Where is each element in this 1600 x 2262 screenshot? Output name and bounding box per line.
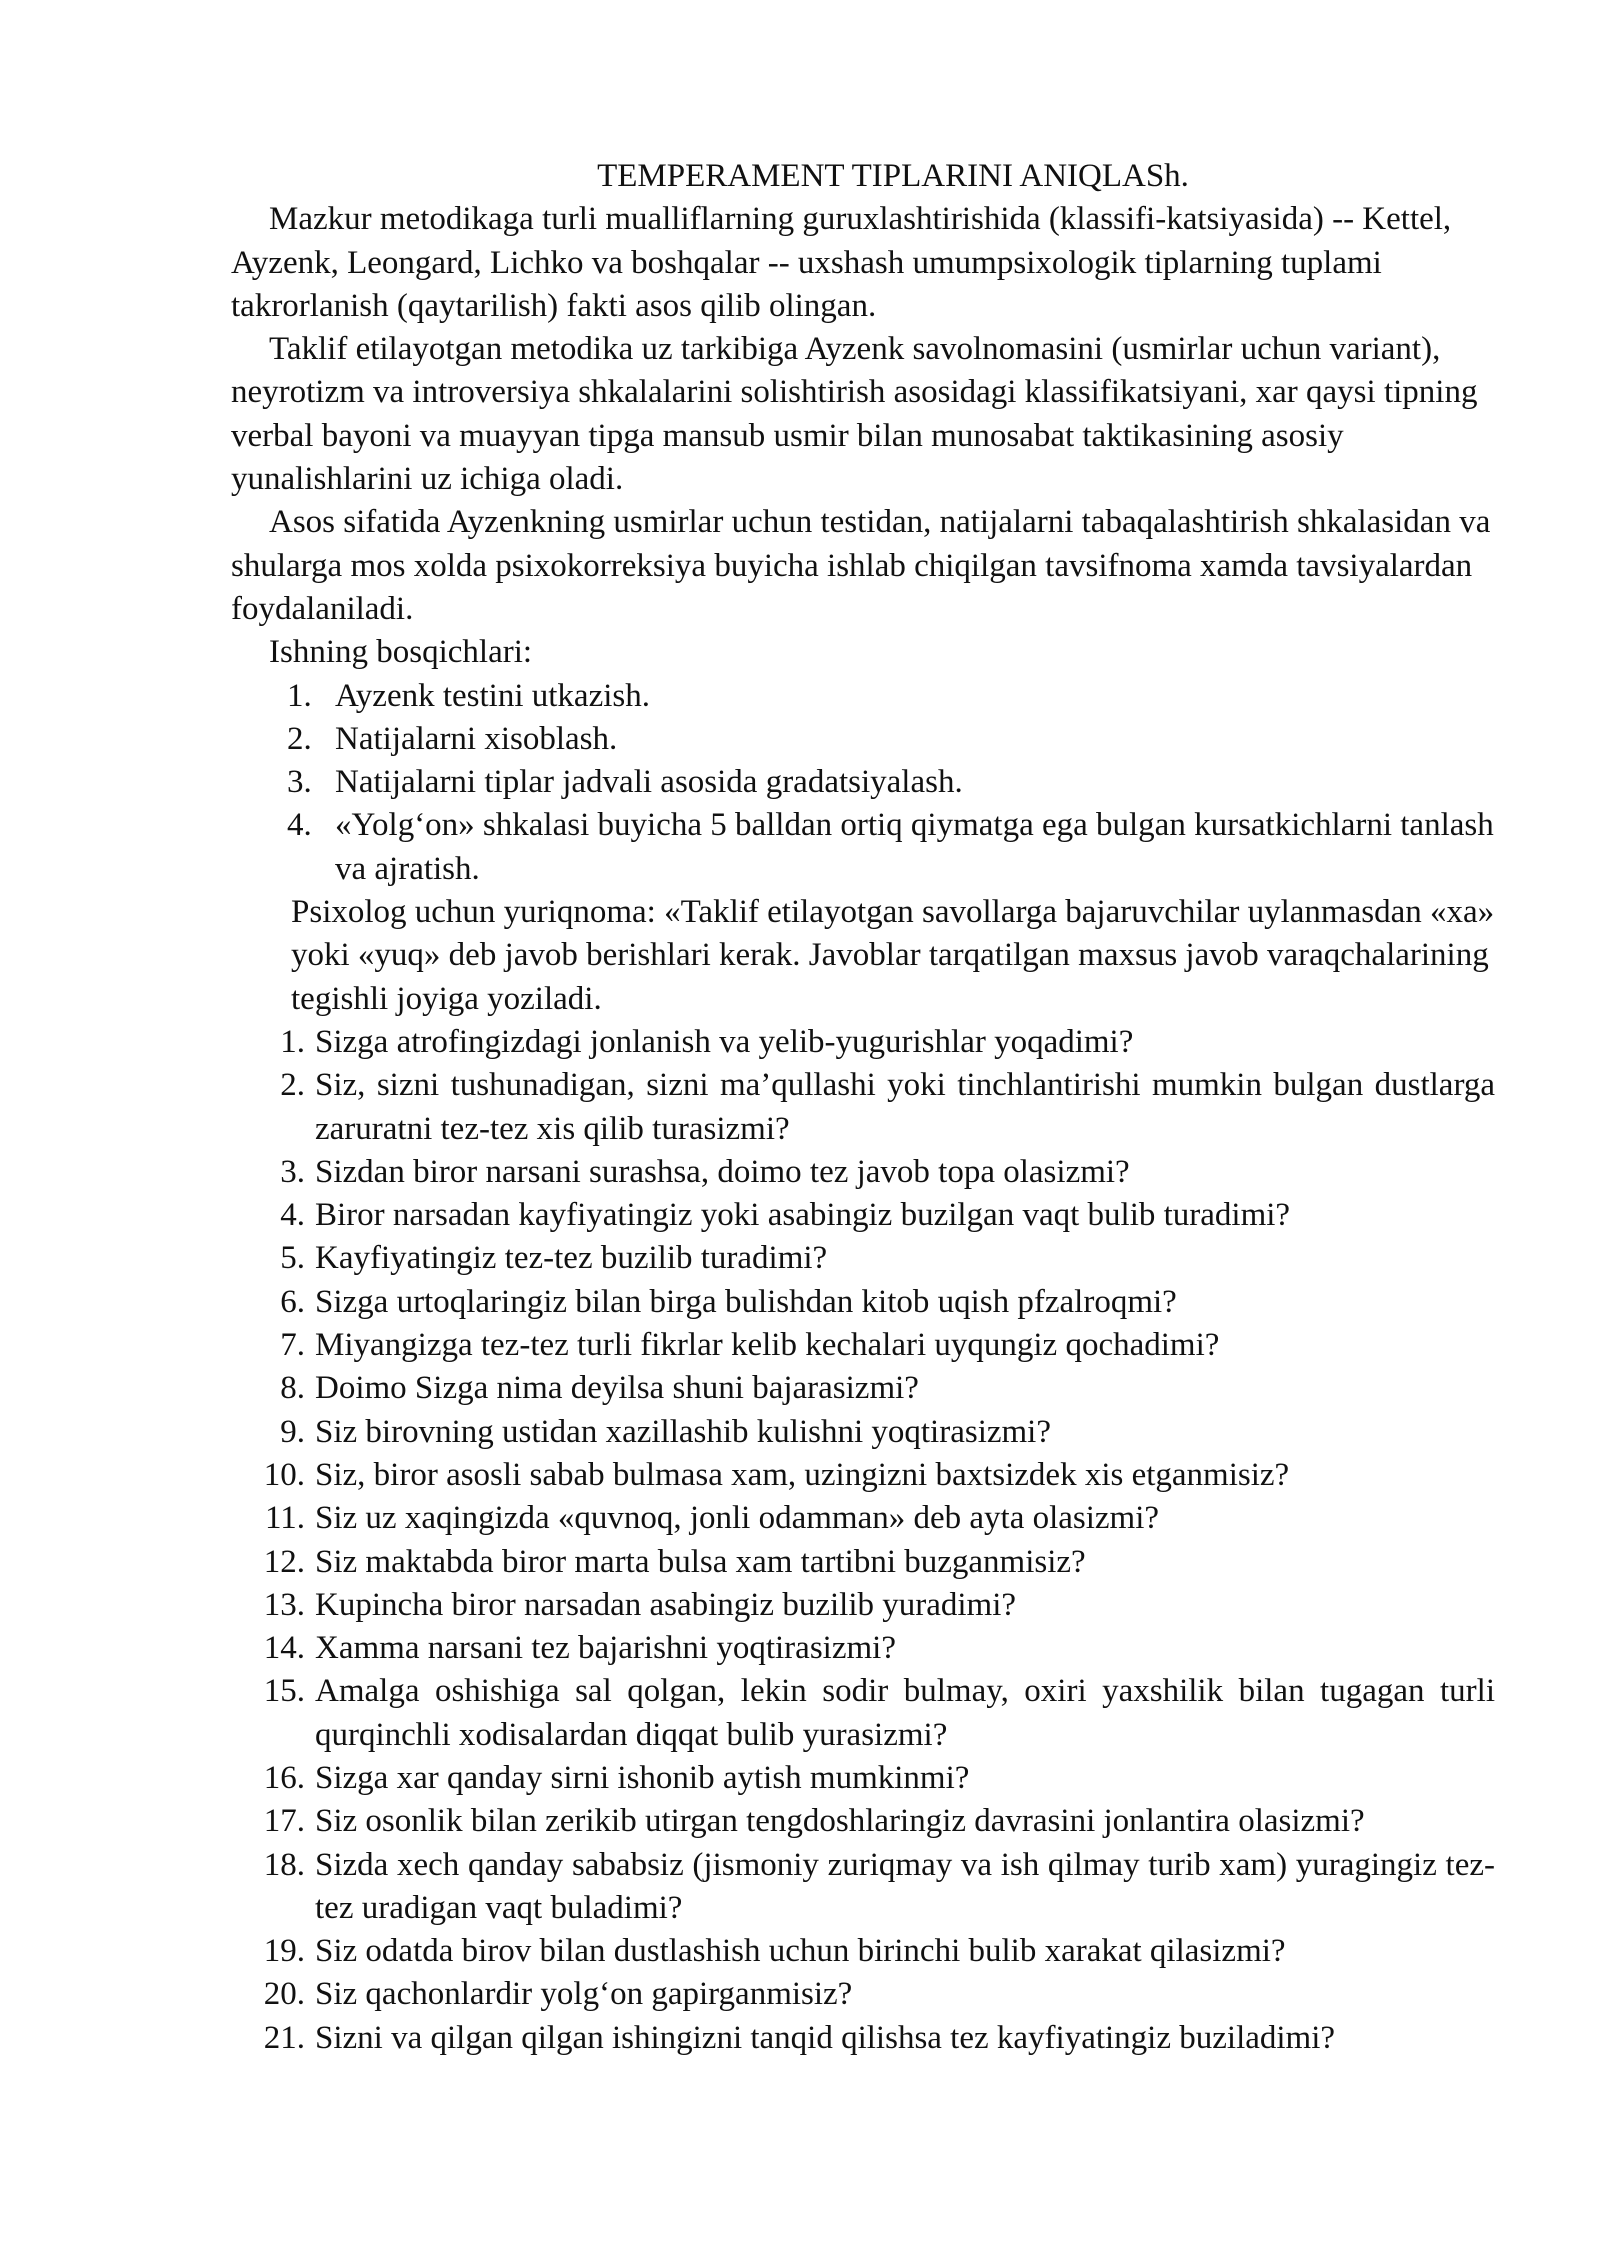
stage-item-text: Natijalarni xisoblash. — [335, 720, 618, 757]
question-item-text: Siz, sizni tushunadigan, sizni ma’qullashi yoki tinchlantirishi mumkin bulgan dustlarga zaruratni tez-tez xis qilib turasizmi? — [315, 1067, 1495, 1147]
question-item-text: Siz maktabda biror marta bulsa xam tartibni buzganmisiz? — [315, 1543, 1086, 1580]
question-item-text: Amalga oshishiga sal qolgan, lekin sodir bulmay, oxiri yaxshilik bilan tugagan turli qurqinchli xodisalardan diqqat bulib yurasizmi? — [315, 1673, 1495, 1753]
question-item-text: Siz osonlik bilan zerikib utirgan tengdoshlaringiz davrasini jonlantira olasizmi? — [315, 1803, 1365, 1840]
stage-item-number: 4. — [287, 807, 312, 844]
question-item-number: 16. — [263, 1759, 305, 1796]
question-item — [251, 1324, 1495, 1367]
question-item — [251, 1757, 1495, 1800]
question-item — [251, 1497, 1495, 1540]
stage-item-text: Ayzenk testini utkazish. — [335, 677, 650, 714]
question-item — [251, 1844, 1495, 1931]
question-item-text: Siz uz xaqingizda «quvnoq, jonli odamman» deb ayta olasizmi? — [315, 1500, 1160, 1537]
basis-paragraph: Asos sifatida Ayzenkning usmirlar uchun testidan, natijalarni tabaqalashtirish shkalasidan va shularga mos xolda psixokorreksiya buyicha ishlab chiqilgan tavsifnoma xamda tavsiyalardan foydalaniladi. — [231, 504, 1491, 627]
question-item — [251, 1367, 1495, 1410]
question-item-number: 6. — [280, 1283, 305, 1320]
question-item-number: 1. — [280, 1023, 305, 1060]
questions-list — [231, 1021, 1495, 2060]
question-item — [251, 1064, 1495, 1151]
question-item-number: 4. — [280, 1197, 305, 1234]
question-item — [251, 1973, 1495, 2016]
question-item-text: Sizdan biror narsani surashsa, doimo tez javob topa olasizmi? — [315, 1153, 1130, 1190]
question-item-text: Miyangizga tez-tez turli fikrlar kelib kechalari uyqungiz qochadimi? — [315, 1327, 1220, 1364]
question-item — [251, 1021, 1495, 1064]
question-item — [251, 1151, 1495, 1194]
question-item-text: Sizni va qilgan qilgan ishingizni tanqid qilishsa tez kayfiyatingiz buziladimi? — [315, 2019, 1336, 2056]
stage-item — [287, 761, 1495, 804]
question-item-text: Sizga urtoqlaringiz bilan birga bulishdan kitob uqish pfzalroqmi? — [315, 1283, 1177, 1320]
question-item-number: 20. — [263, 1976, 305, 2013]
question-item — [251, 1800, 1495, 1843]
question-item-text: Siz, biror asosli sabab bulmasa xam, uzingizni baxtsizdek xis etganmisiz? — [315, 1456, 1290, 1493]
question-item-number: 5. — [280, 1240, 305, 1277]
question-item-text: Xamma narsani tez bajarishni yoqtirasizmi? — [315, 1630, 896, 1667]
question-item-text: Sizga xar qanday sirni ishonib aytish mumkinmi? — [315, 1759, 970, 1796]
question-item — [251, 1627, 1495, 1670]
question-item-number: 10. — [263, 1456, 305, 1493]
stage-item — [287, 804, 1495, 891]
stage-item-number: 1. — [287, 677, 312, 714]
stage-item — [287, 718, 1495, 761]
question-item — [251, 1454, 1495, 1497]
question-item-number: 9. — [280, 1413, 305, 1450]
question-item-text: Biror narsadan kayfiyatingiz yoki asabingiz buzilgan vaqt bulib turadimi? — [315, 1197, 1291, 1234]
question-item-number: 21. — [263, 2019, 305, 2056]
question-item — [251, 1930, 1495, 1973]
question-item — [251, 1670, 1495, 1757]
document-title: TEMPERAMENT TIPLARINI ANIQLASh. — [597, 158, 1189, 194]
stages-heading: Ishning bosqichlari: — [269, 634, 533, 671]
question-item-number: 11. — [264, 1500, 305, 1537]
question-item-number: 17. — [263, 1803, 305, 1840]
question-item-number: 14. — [263, 1630, 305, 1667]
question-item-number: 18. — [263, 1846, 305, 1883]
document-body — [231, 155, 1495, 2060]
question-item-text: Doimo Sizga nima deyilsa shuni bajarasizmi? — [315, 1370, 919, 1407]
question-item-text: Siz birovning ustidan xazillashib kulishni yoqtirasizmi? — [315, 1413, 1051, 1450]
question-item-text: Sizga atrofingizdagi jonlanish va yelib-yugurishlar yoqadimi? — [315, 1023, 1134, 1060]
psychologist-memo: Psixolog uchun yuriqnoma: «Taklif etilayotgan savollarga bajaruvchilar uylanmasdan «xa» yoki «yuq» deb javob berishlari kerak. Javoblar tarqatilgan maxsus javob varaqchalarining tegishli joyiga yoziladi. — [291, 894, 1495, 1017]
question-item-number: 3. — [280, 1153, 305, 1190]
stage-item-number: 2. — [287, 720, 312, 757]
question-item — [251, 1194, 1495, 1237]
stage-item-text: «Yolg‘on» shkalasi buyicha 5 balldan ortiq qiymatga ega bulgan kursatkichlarni tanlash va ajratish. — [335, 807, 1494, 887]
question-item-number: 15. — [263, 1673, 305, 1710]
question-item — [251, 1411, 1495, 1454]
stage-item-text: Natijalarni tiplar jadvali asosida gradatsiyalash. — [335, 764, 963, 801]
question-item — [251, 2017, 1495, 2060]
question-item-number: 8. — [280, 1370, 305, 1407]
question-item-text: Kupincha biror narsadan asabingiz buzilib yuradimi? — [315, 1586, 1017, 1623]
question-item-text: Kayfiyatingiz tez-tez buzilib turadimi? — [315, 1240, 828, 1277]
question-item-number: 7. — [280, 1327, 305, 1364]
stage-item — [287, 675, 1495, 718]
question-item-number: 12. — [263, 1543, 305, 1580]
question-item-number: 19. — [263, 1933, 305, 1970]
stages-list — [231, 675, 1495, 891]
stage-item-number: 3. — [287, 764, 312, 801]
question-item-text: Siz qachonlardir yolg‘on gapirganmisiz? — [315, 1976, 853, 2013]
question-item — [251, 1584, 1495, 1627]
question-item-number: 13. — [263, 1586, 305, 1623]
question-item — [251, 1237, 1495, 1280]
question-item — [251, 1541, 1495, 1584]
question-item — [251, 1281, 1495, 1324]
question-item-text: Siz odatda birov bilan dustlashish uchun birinchi bulib xarakat qilasizmi? — [315, 1933, 1286, 1970]
question-item-number: 2. — [280, 1067, 305, 1104]
method-paragraph: Taklif etilayotgan metodika uz tarkibiga Ayzenk savolnomasini (usmirlar uchun variant), neyrotizm va introversiya shkalalarini solishtirish asosidagi klassifikatsiyani, xar qaysi tipning verbal bayoni va muayyan tipga mansub usmir bilan munosabat taktikasining asosiy yunalishlarini uz ichiga oladi. — [231, 331, 1478, 498]
question-item-text: Sizda xech qanday sababsiz (jismoniy zuriqmay va ish qilmay turib xam) yuragingiz tez-tez uradigan vaqt buladimi? — [315, 1846, 1495, 1926]
intro-paragraph: Mazkur metodikaga turli mualliflarning guruxlashtirishida (klassifi-katsiyasida) -- Kettel, Ayzenk, Leongard, Lichko va boshqalar -- uxshash umumpsixologik tiplarning tuplami takrorlanish (qaytarilish) fakti asos qilib olingan. — [231, 201, 1452, 324]
